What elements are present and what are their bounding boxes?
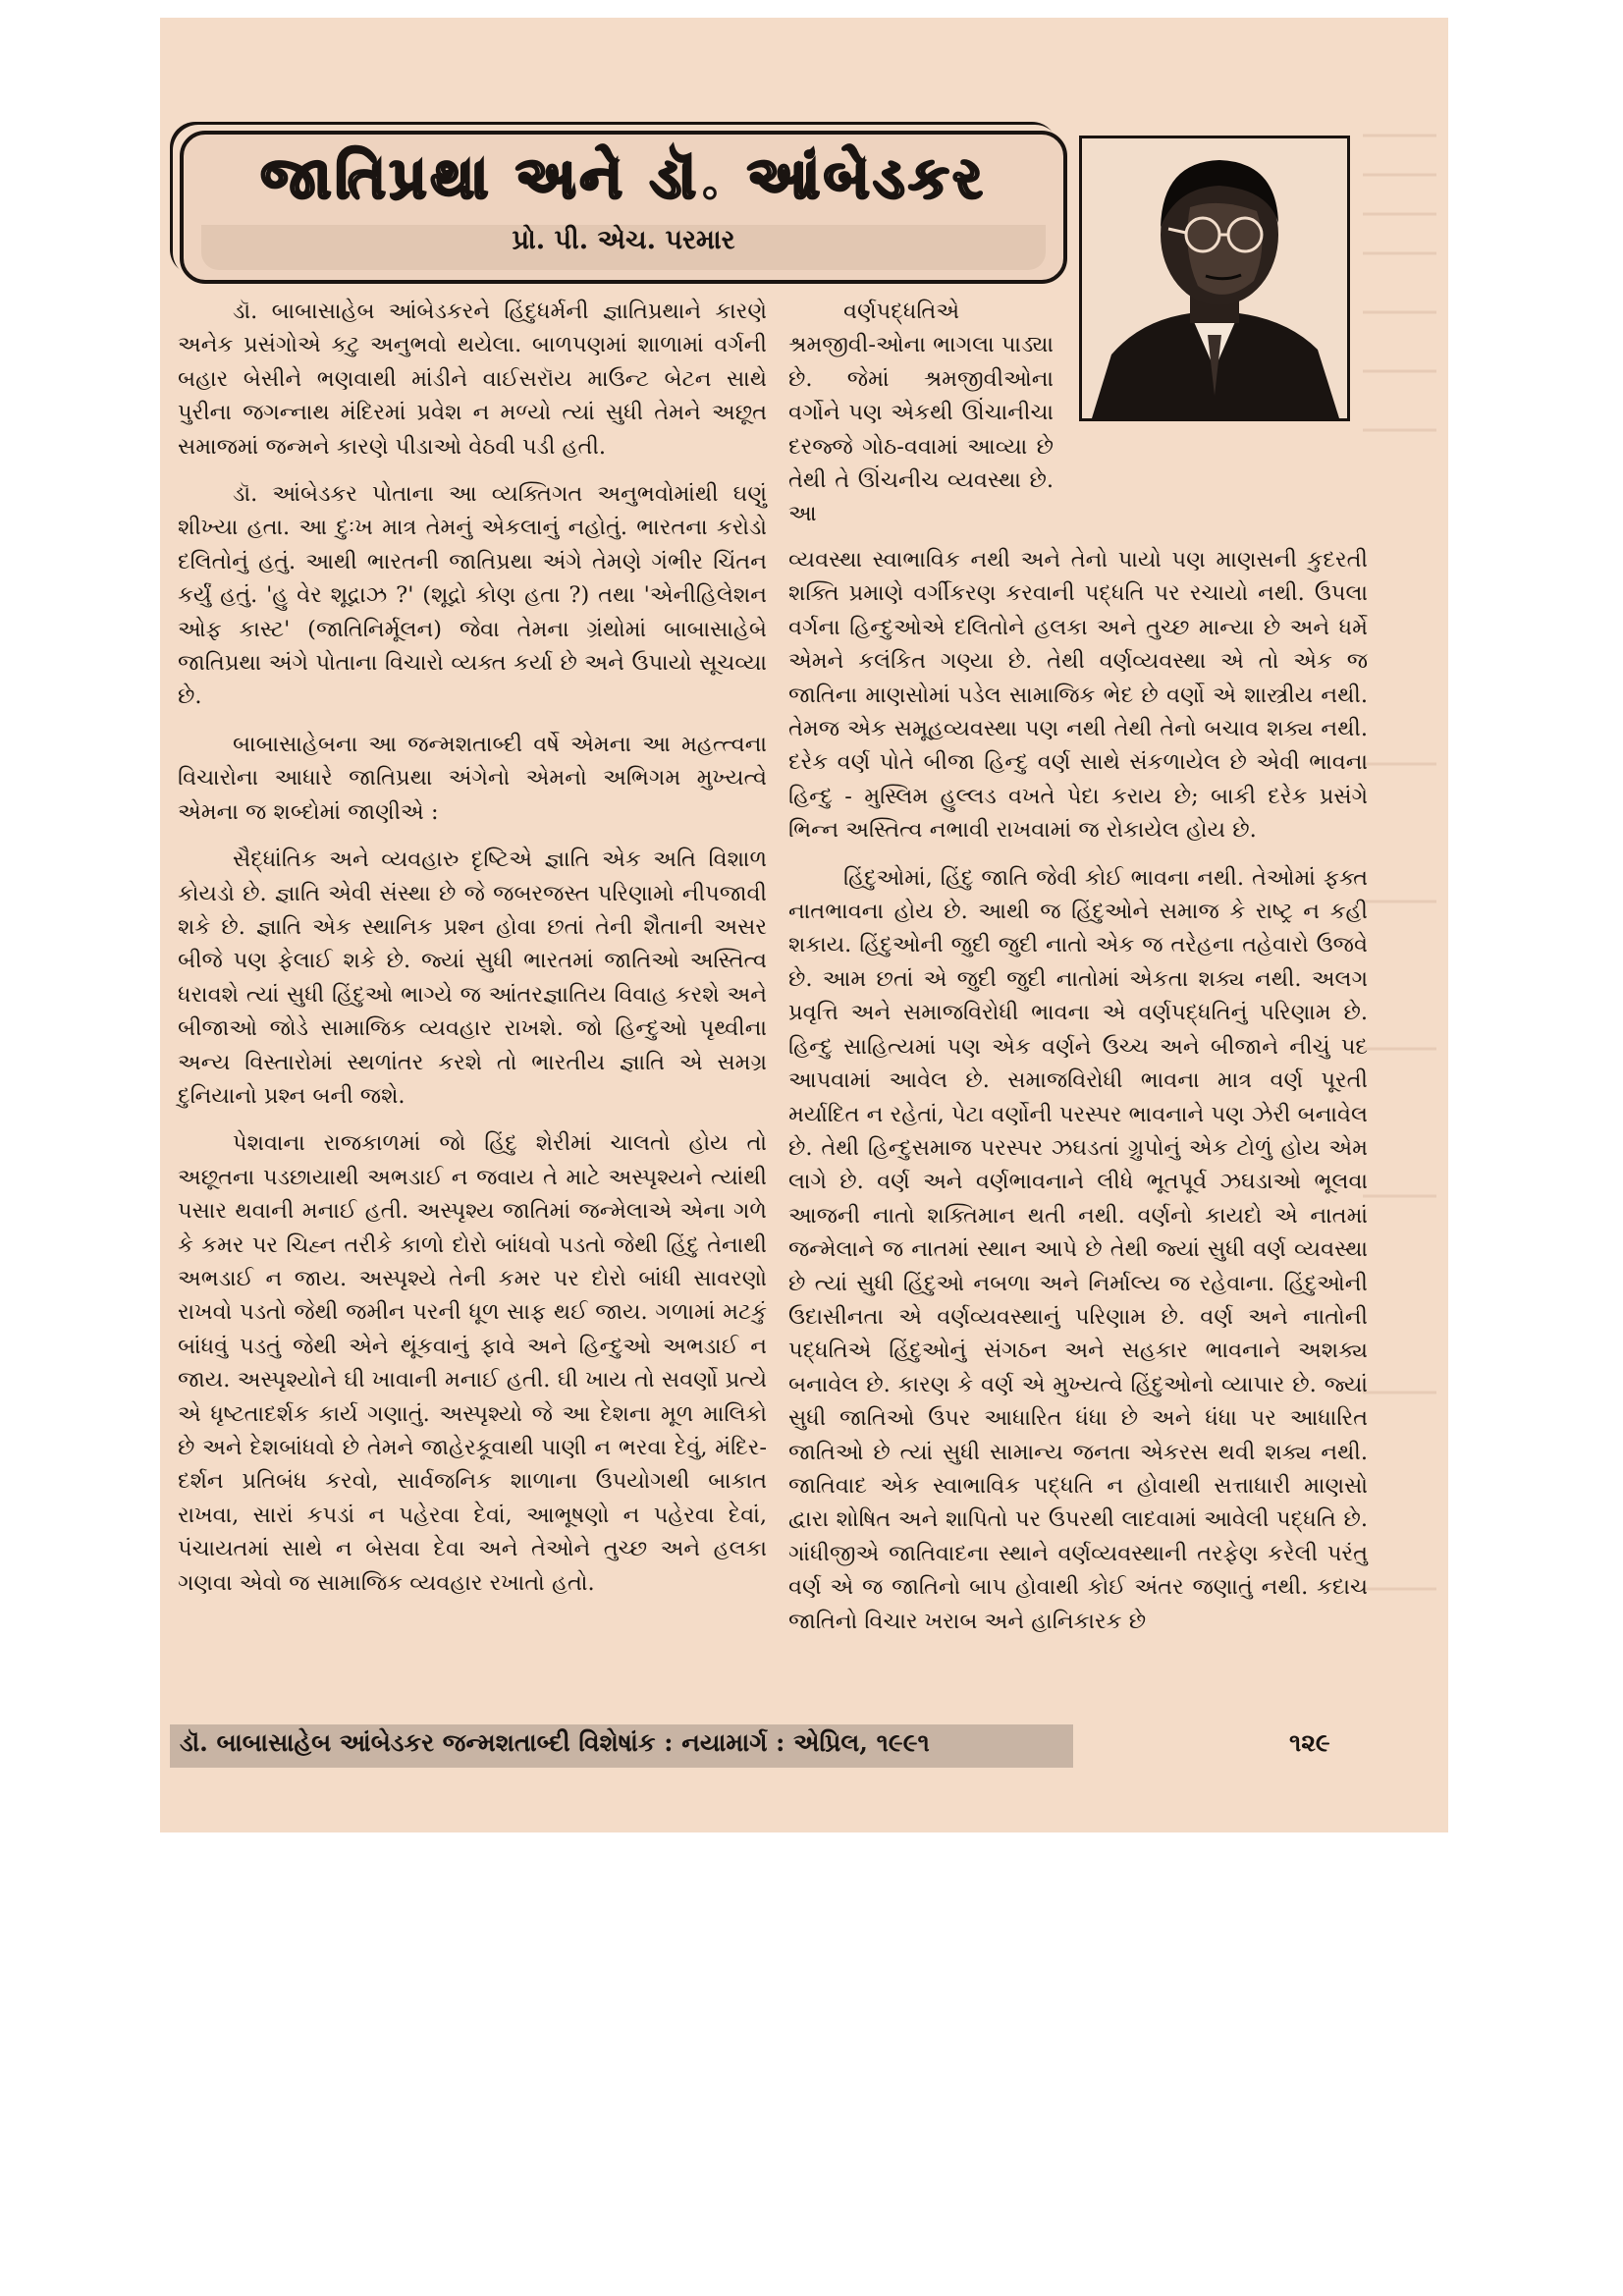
title-box xyxy=(180,131,1067,284)
article-title: જાતિપ્રથા અને ડૉ. આંબેડકર xyxy=(260,144,987,211)
page-number: ૧૨૯ xyxy=(1289,1728,1330,1757)
article-author: પ્રો. પી. એચ. પરમાર xyxy=(512,225,735,255)
right-column xyxy=(788,543,1368,1652)
magazine-page xyxy=(160,18,1448,1832)
left-column xyxy=(178,295,767,1613)
portrait-image xyxy=(1079,136,1350,421)
right-column-intro xyxy=(788,295,1054,545)
paragraph: વર્ણપદ્ધતિએ શ્રમજીવી-ઓના ભાગલા પાડ્યા છે. જેમાં શ્રમજીવીઓના વર્ગોને પણ એકથી ઊંચાનીચા દરજ્જે ગોઠ-વવામાં આવ્યા છે તેથી તે ઊંચનીચ વ્યવસ્થા છે. આ xyxy=(788,299,1054,527)
footer-text: ડૉ. બાબાસાહેબ આંબેડકર જન્મશતાબ્દી વિશેષાંક : નયામાર્ગ : એપ્રિલ, ૧૯૯૧ xyxy=(180,1728,930,1757)
paragraph: ડૉ. આંબેડકર પોતાના આ વ્યક્તિગત અનુભવોમાંથી ઘણું શીખ્યા હતા. આ દુઃખ માત્ર તેમનું એકલાનું નહોતું. ભારતના કરોડો દલિતોનું હતું. આથી ભારતની જાતિપ્રથા અંગે તેમણે ગંભીર ચિંતન કર્યું હતું. 'હુ વેર શૂદ્રાઝ ?' (શૂદ્રો કોણ હતા ?) તથા 'એનીહિલેશન ઓફ કાસ્ટ' (જાતિનિર્મૂલન) જેવા તેમના ગ્રંથોમાં બાબાસાહેબે જાતિપ્રથા અંગે પોતાના વિચારો વ્યક્ત કર્યા છે અને ઉપાયો સૂચવ્યા છે. xyxy=(178,481,767,710)
portrait-illustration-icon xyxy=(1082,138,1347,418)
paragraph: પેશવાના રાજકાળમાં જો હિંદુ શેરીમાં ચાલતો હોય તો અછૂતના પડછાયાથી અભડાઈ ન જવાય તે માટે અસ્પૃશ્યને ત્યાંથી પસાર થવાની મનાઈ હતી. અસ્પૃશ્ય જાતિમાં જન્મેલાએ એના ગળે કે કમર પર ચિહ્ન તરીકે કાળો દોરો બાંધવો પડતો જેથી હિંદુ તેનાથી અભડાઈ ન જાય. અસ્પૃશ્યે તેની કમર પર દોરો બાંધી સાવરણો રાખવો પડતો જેથી જમીન પરની ધૂળ સાફ થઈ જાય. ગળામાં મટકું બાંધવું પડતું જેથી એને થૂંકવાનું ફાવે અને હિન્દુઓ અભડાઈ ન જાય. અસ્પૃશ્યોને ઘી ખાવાની મનાઈ હતી. ઘી ખાય તો સવર્ણો પ્રત્યે એ ધૃષ્ટતાદર્શક કાર્ય ગણાતું. અસ્પૃશ્યો જે આ દેશના મૂળ માલિકો છે અને દેશબાંધવો છે તેમને જાહેરકૂવાથી પાણી ન ભરવા દેવું, મંદિર-દર્શન પ્રતિબંધ કરવો, સાર્વજનિક શાળાના ઉપયોગથી બાકાત રાખવા, સારાં કપડાં ન પહેરવા દેવાં, આભૂષણો ન પહેરવા દેવાં, પંચાયતમાં સાથે ન બેસવા દેવા અને તેઓને તુચ્છ અને હલકા ગણવા એવો જ સામાજિક વ્યવહાર રખાતો હતો. xyxy=(178,1130,767,1596)
paragraph: સૈદ્ધાંતિક અને વ્યવહારુ દૃષ્ટિએ જ્ઞાતિ એક અતિ વિશાળ કોયડો છે. જ્ઞાતિ એવી સંસ્થા છે જે જબરજસ્ત પરિણામો નીપજાવી શકે છે. જ્ઞાતિ એક સ્થાનિક પ્રશ્ન હોવા છતાં તેની શૈતાની અસર બીજે પણ ફેલાઈ શકે છે. જ્યાં સુધી ભારતમાં જાતિઓ અસ્તિત્વ ધરાવશે ત્યાં સુધી હિંદુઓ ભાગ્યે જ આંતરજ્ઞાતિય વિવાહ કરશે અને બીજાઓ જોડે સામાજિક વ્યવહાર રાખશે. જો હિન્દુઓ પૃથ્વીના અન્ય વિસ્તારોમાં સ્થળાંતર કરશે તો ભારતીય જ્ઞાતિ એ સમગ્ર દુનિયાનો પ્રશ્ન બની જશે. xyxy=(178,847,767,1109)
paragraph: ડૉ. બાબાસાહેબ આંબેડકરને હિંદુધર્મની જ્ઞાતિપ્રથાને કારણે અનેક પ્રસંગોએ કટુ અનુભવો થયેલા. બાળપણમાં શાળામાં વર્ગની બહાર બેસીને ભણવાથી માંડીને વાઈસરૉય માઉન્ટ બેટન સાથે પુરીના જગન્નાથ મંદિરમાં પ્રવેશ ન મળ્યો ત્યાં સુધી તેમને અછૂત સમાજમાં જન્મને કારણે પીડાઓ વેઠવી પડી હતી. xyxy=(178,299,767,460)
paragraph: બાબાસાહેબના આ જન્મશતાબ્દી વર્ષે એમના આ મહત્ત્વના વિચારોના આધારે જાતિપ્રથા અંગેનો એમનો અભિગમ મુખ્યત્વે એમના જ શબ્દોમાં જાણીએ : xyxy=(178,731,767,825)
paragraph: હિંદુઓમાં, હિંદુ જાતિ જેવી કોઈ ભાવના નથી. તેઓમાં ફક્ત નાતભાવના હોય છે. આથી જ હિંદુઓને સમાજ કે રાષ્ટ્ર ન કહી શકાય. હિંદુઓની જુદી જુદી નાતો એક જ તરેહના તહેવારો ઉજવે છે. આમ છતાં એ જુદી જુદી નાતોમાં એકતા શક્ય નથી. અલગ પ્રવૃત્તિ અને સમાજવિરોધી ભાવના એ વર્ણપદ્ધતિનું પરિણામ છે. હિન્દુ સાહિત્યમાં પણ એક વર્ણને ઉચ્ચ અને બીજાને નીચું પદ આપવામાં આવેલ છે. સમાજવિરોધી ભાવના માત્ર વર્ણ પૂરતી મર્યાદિત ન રહેતાં, પેટા વર્ણોની પરસ્પર ભાવનાને પણ ઝેરી બનાવેલ છે. તેથી હિન્દુસમાજ પરસ્પર ઝઘડતાં ગ્રુપોનું એક ટોળું હોય એમ લાગે છે. વર્ણ અને વર્ણભાવનાને લીધે ભૂતપૂર્વ ઝઘડાઓ ભૂલવા આજની નાતો શક્તિમાન થતી નથી. વર્ણનો કાયદો એ નાતમાં જન્મેલાને જ નાતમાં સ્થાન આપે છે તેથી જ્યાં સુધી વર્ણ વ્યવસ્થા છે ત્યાં સુધી હિંદુઓ નબળા અને નિર્માલ્ય જ રહેવાના. હિંદુઓની ઉદાસીનતા એ વર્ણવ્યવસ્થાનું પરિણામ છે. વર્ણ અને નાતોની પદ્ધતિએ હિંદુઓનું સંગઠન અને સહકાર ભાવનાને અશક્ય બનાવેલ છે. કારણ કે વર્ણ એ મુખ્યત્વે હિંદુઓનો વ્યાપાર છે. જ્યાં સુધી જાતિઓ ઉપર આધારિત ધંધા છે અને ધંધા પર આધારિત જાતિઓ છે ત્યાં સુધી સામાન્ય જનતા એકરસ થવી શક્ય નથી. જાતિવાદ એક સ્વાભાવિક પદ્ધતિ ન હોવાથી સત્તાધારી માણસો દ્વારા શોષિત અને શાપિતો પર ઉપરથી લાદવામાં આવેલી પદ્ધતિ છે. ગાંધીજીએ જાતિવાદના સ્થાને વર્ણવ્યવસ્થાની તરફેણ કરેલી પરંતુ વર્ણ એ જ જાતિનો બાપ હોવાથી કોઈ અંતર જણાતું નથી. કદાચ જાતિનો વિચાર ખરાબ અને હાનિકારક છે xyxy=(788,864,1368,1634)
paragraph: વ્યવસ્થા સ્વાભાવિક નથી અને તેનો પાયો પણ માણસની કુદરતી શક્તિ પ્રમાણે વર્ગીકરણ કરવાની પદ્ધતિ પર રચાયો નથી. ઉપલા વર્ગના હિન્દુઓએ દલિતોને હલકા અને તુચ્છ માન્યા છે અને ધર્મે એમને કલંકિત ગણ્યા છે. તેથી વર્ણવ્યવસ્થા એ તો એક જ જાતિના માણસોમાં પડેલ સામાજિક ભેદ છે વર્ણો એ શાસ્ત્રીય નથી. તેમજ એક સમૂહવ્યવસ્થા પણ નથી તેથી તેનો બચાવ શક્ય નથી. દરેક વર્ણ પોતે બીજા હિન્દુ વર્ણ સાથે સંકળાયેલ છે એવી ભાવના હિન્દુ - મુસ્લિમ હુલ્લડ વખતે પેદા કરાય છે; બાકી દરેક પ્રસંગે ભિન્ન અસ્તિત્વ નભાવી રાખવામાં જ રોકાયેલ હોય છે. xyxy=(788,547,1368,844)
